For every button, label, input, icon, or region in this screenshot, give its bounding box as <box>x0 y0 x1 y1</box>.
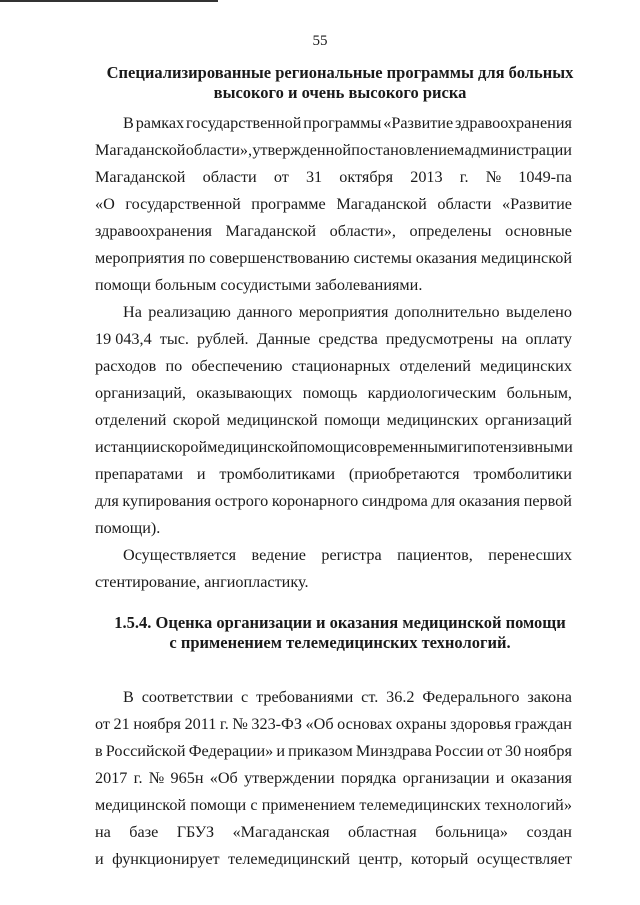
word: оказания <box>458 492 521 510</box>
word: оплату <box>525 330 572 348</box>
word: оказания <box>415 249 478 267</box>
word: приказом <box>288 742 353 760</box>
word: стентирование, ангиопластику. <box>95 573 309 591</box>
text-line <box>95 326 572 353</box>
word: Магаданской <box>95 168 186 186</box>
word: на <box>95 823 111 841</box>
word: ГБУЗ <box>176 823 215 841</box>
word: 1049-па <box>518 168 572 186</box>
word: современными <box>354 438 457 456</box>
word: требованиями <box>256 688 354 706</box>
word: 965н <box>170 769 204 787</box>
text-line <box>95 353 572 380</box>
word: Федерации» <box>188 742 274 760</box>
word: реализацию <box>148 303 231 321</box>
word: функционирует <box>112 850 220 868</box>
section-heading-line: Специализированные региональные программы для больных <box>106 63 574 82</box>
word: на <box>501 330 518 348</box>
text-line <box>95 380 572 407</box>
text-line <box>95 110 572 137</box>
word: и <box>95 850 104 868</box>
word: «Развитие <box>383 114 454 132</box>
word: медицинских <box>386 411 479 429</box>
word: области <box>437 195 492 213</box>
text-line <box>95 846 572 873</box>
word: здоровья <box>450 715 512 733</box>
word: Минздрава <box>355 742 432 760</box>
word: и <box>196 465 206 483</box>
word: помощи). <box>95 519 161 537</box>
word: мероприятия <box>95 249 185 267</box>
text-line <box>95 792 572 819</box>
word: программе <box>251 195 326 213</box>
word: определены <box>409 222 492 240</box>
word: закона <box>527 688 572 706</box>
word: ведение <box>251 546 306 564</box>
word: с <box>241 688 249 706</box>
word: Магаданской <box>336 195 427 213</box>
text-line <box>95 434 572 461</box>
word: На <box>123 303 142 321</box>
word: гипотензивными <box>456 438 573 456</box>
text-line <box>95 684 572 711</box>
word: организаций, <box>95 384 186 402</box>
word: базе <box>129 823 159 841</box>
word: организации <box>402 769 490 787</box>
paragraph-1 <box>95 110 572 299</box>
word: перенесших <box>488 546 572 564</box>
word: «Об <box>209 769 238 787</box>
word: дополнительно <box>394 303 500 321</box>
word: технологий» <box>485 796 572 814</box>
text-line <box>95 765 572 792</box>
word: препаратами <box>95 465 184 483</box>
text-line <box>95 569 572 596</box>
word: № <box>232 715 248 733</box>
word: Магаданской <box>95 141 186 159</box>
text-line <box>95 738 572 765</box>
word: расходов <box>95 357 157 375</box>
word: основные <box>505 222 572 240</box>
word: Магаданской <box>225 222 317 240</box>
word: регистра <box>321 546 382 564</box>
word: отделений <box>399 357 471 375</box>
page-number: 55 <box>312 33 328 49</box>
text-line <box>95 299 572 326</box>
word: оказывающих <box>196 384 293 402</box>
word: (приобретаются <box>348 465 460 483</box>
word: области», <box>185 141 253 159</box>
word: больница» <box>435 823 509 841</box>
text-line <box>95 164 572 191</box>
word: медицинских <box>480 357 572 375</box>
word: рамках <box>135 114 185 132</box>
word: 2017 <box>95 769 128 787</box>
word: пациентов, <box>397 546 473 564</box>
word: станции <box>103 438 160 456</box>
word: областная <box>348 823 417 841</box>
text-line <box>95 407 572 434</box>
word: здравоохранения <box>95 222 212 240</box>
word: здравоохранения <box>455 114 572 132</box>
word: Осуществляется <box>123 546 237 564</box>
word: по <box>165 357 183 375</box>
word: 36.2 <box>386 688 415 706</box>
word: тромболитики <box>473 465 572 483</box>
word: г. <box>133 769 143 787</box>
word: 2011 <box>184 715 217 733</box>
word: государственной <box>185 114 302 132</box>
word: оказания <box>510 769 572 787</box>
word: области <box>202 168 257 186</box>
word: помощи <box>190 796 247 814</box>
word: помощь <box>302 384 358 402</box>
word: ноября <box>524 742 572 760</box>
word: 2013 <box>410 168 443 186</box>
word: центр, <box>358 850 403 868</box>
word: ноября <box>133 715 181 733</box>
word: кардиологическим <box>367 384 497 402</box>
word: порядка <box>340 769 397 787</box>
text-line <box>95 819 572 846</box>
word: медицинской <box>480 249 572 267</box>
text-line <box>95 218 572 245</box>
word: России <box>434 742 484 760</box>
subsection-heading-line: 1.5.4. Оценка организации и оказания медицинской помощи <box>114 613 566 632</box>
word: отделений <box>95 411 167 429</box>
word: 31 <box>305 168 323 186</box>
word: применением <box>261 796 356 814</box>
word: системы <box>353 249 412 267</box>
word: медицинской <box>207 438 299 456</box>
word: предусмотрены <box>385 330 494 348</box>
word: для <box>431 492 456 510</box>
word: Российской <box>105 742 186 760</box>
word: Данные <box>256 330 311 348</box>
word: телемедицинский <box>228 850 351 868</box>
word: основах <box>337 715 393 733</box>
word: и <box>276 742 286 760</box>
top-rule <box>0 0 218 2</box>
word: для <box>95 492 119 510</box>
text-line <box>95 542 572 569</box>
word: скорой <box>172 411 221 429</box>
text-line <box>95 711 572 738</box>
word: соответствии <box>141 688 234 706</box>
word: и <box>95 438 104 456</box>
text-line <box>95 245 572 272</box>
word: от <box>95 715 110 733</box>
word: первой <box>523 492 572 510</box>
word: 323-ФЗ <box>251 715 302 733</box>
word: данного <box>237 303 293 321</box>
word: осуществляет <box>476 850 572 868</box>
word: мероприятия <box>298 303 389 321</box>
word: по <box>188 249 206 267</box>
word: г. <box>219 715 229 733</box>
word: В <box>123 114 134 132</box>
word: скорой <box>159 438 208 456</box>
text-line <box>95 515 572 542</box>
paragraph-2 <box>95 299 572 542</box>
subsection-heading-line: с применением телемедицинских технологий. <box>169 633 511 652</box>
section-heading-line: высокого и очень высокого риска <box>213 83 467 102</box>
word: от <box>273 168 289 186</box>
word: обеспечению <box>191 357 283 375</box>
word: больным, <box>506 384 572 402</box>
word: № <box>148 769 165 787</box>
word: области», <box>329 222 396 240</box>
word: В <box>123 688 134 706</box>
word: тыс. <box>159 330 189 348</box>
word: государственной <box>125 195 241 213</box>
word: утвержденной <box>252 141 351 159</box>
word: «Об <box>305 715 334 733</box>
word: Федерального <box>422 688 520 706</box>
word: выделено <box>505 303 572 321</box>
word: помощи <box>324 411 381 429</box>
text-line <box>95 191 572 218</box>
word: медицинской <box>226 411 318 429</box>
text-line <box>95 461 572 488</box>
word: 30 <box>504 742 522 760</box>
paragraph-4 <box>95 684 572 873</box>
word: охраны <box>395 715 447 733</box>
text-line <box>95 272 572 299</box>
word: медицинской <box>95 796 187 814</box>
word: острого <box>214 492 269 510</box>
word: с <box>250 796 258 814</box>
word: и <box>495 769 505 787</box>
word: помощи <box>298 438 355 456</box>
text-line <box>95 488 572 515</box>
word: совершенствованию <box>209 249 350 267</box>
paragraph-3 <box>95 542 572 596</box>
word: синдрома <box>361 492 428 510</box>
word: «Магаданская <box>232 823 330 841</box>
word: купирования <box>122 492 212 510</box>
word: ст. <box>361 688 379 706</box>
word: помощи больным сосудистыми заболеваниями. <box>95 276 423 294</box>
word: от <box>486 742 502 760</box>
word: г. <box>459 168 469 186</box>
word: тромболитиками <box>219 465 336 483</box>
word: 21 <box>113 715 130 733</box>
word: № <box>485 168 502 186</box>
word: коронарного <box>271 492 359 510</box>
word: «О <box>95 195 115 213</box>
word: граждан <box>514 715 572 733</box>
word: «Развитие <box>502 195 572 213</box>
word: октября <box>339 168 394 186</box>
subsection-heading <box>60 613 620 653</box>
word: постановлением <box>351 141 465 159</box>
text-line <box>95 137 572 164</box>
section-heading <box>60 63 620 103</box>
word: средства <box>318 330 378 348</box>
word: утверждении <box>244 769 335 787</box>
word: который <box>410 850 469 868</box>
word: организаций <box>485 411 572 429</box>
word: телемедицинских <box>359 796 481 814</box>
word: программы <box>303 114 382 132</box>
word: администрации <box>464 141 572 159</box>
word: рублей. <box>197 330 249 348</box>
word: 19 043,4 <box>95 330 152 348</box>
word: в <box>95 742 103 760</box>
word: создан <box>526 823 572 841</box>
word: стационарных <box>291 357 391 375</box>
